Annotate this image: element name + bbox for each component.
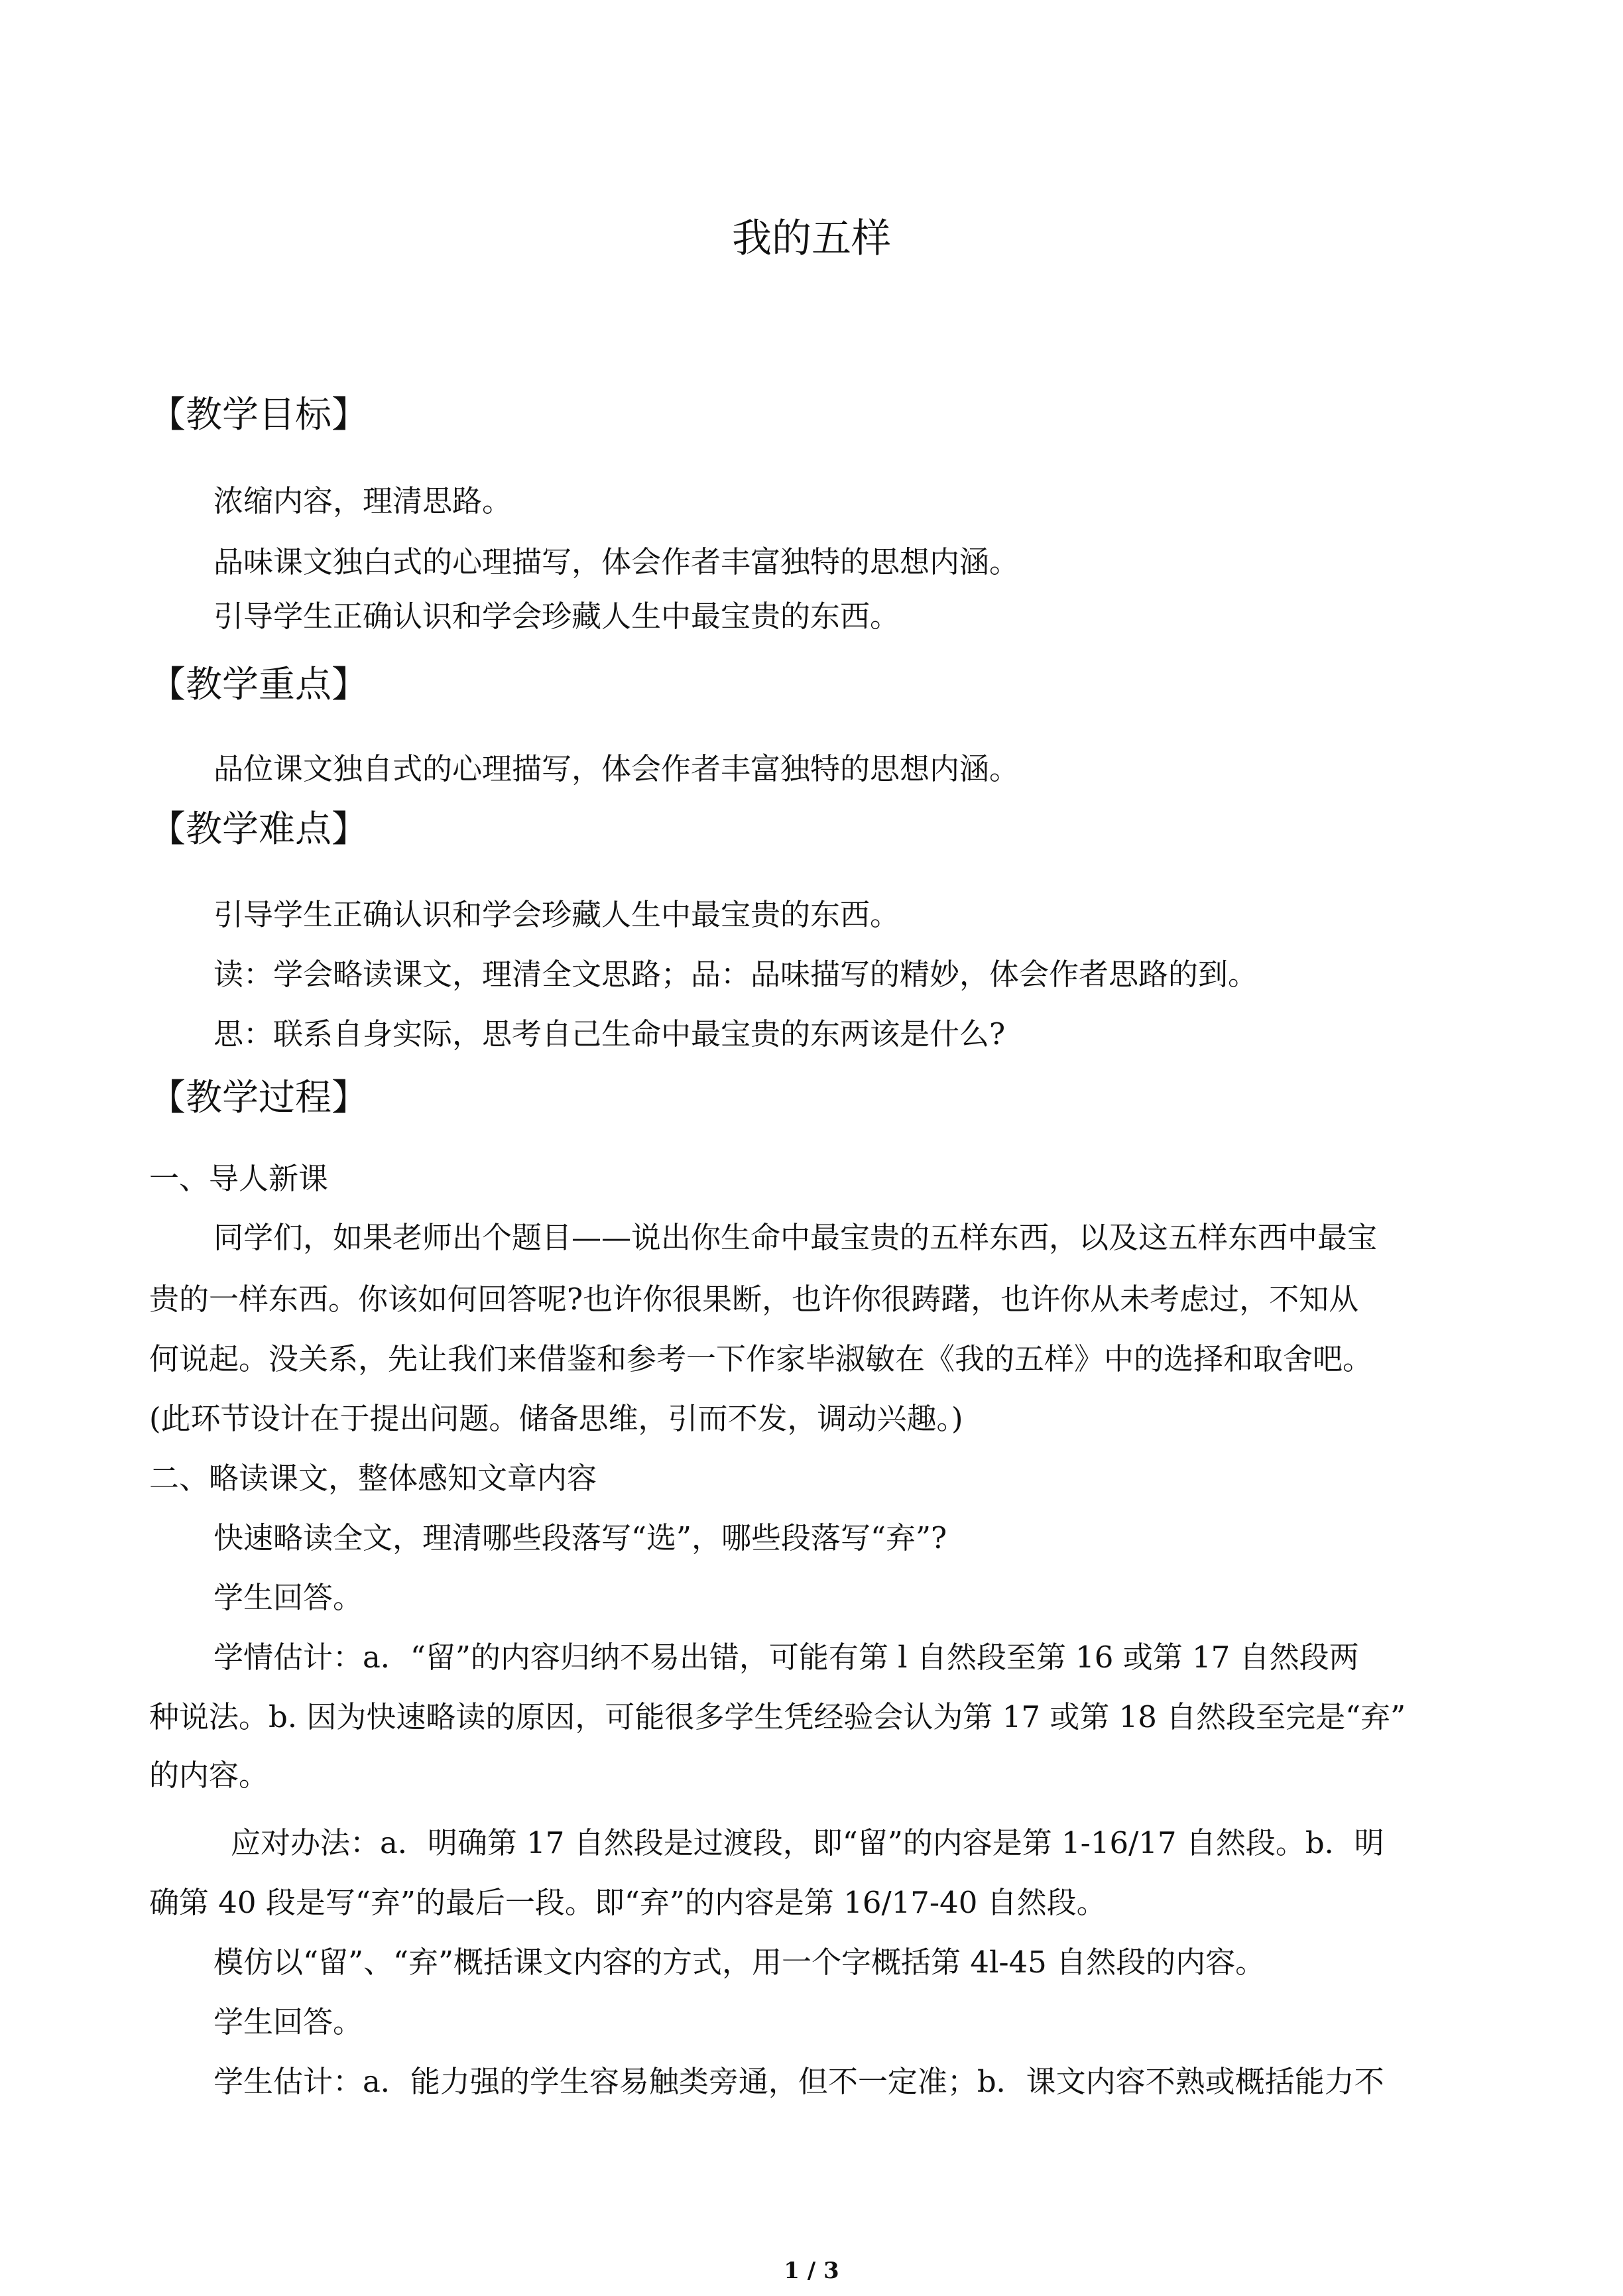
goal-line-2: 品味课文独白式的心理描写，体会作者丰富独特的思想内涵。 xyxy=(213,544,1020,579)
page-number: 1 / 3 xyxy=(784,2258,839,2284)
process-line: 确第 40 段是写“弃”的最后一段。即“弃”的内容是第 16/17-40 自然段。 xyxy=(149,1885,1107,1920)
heading-difficulties: 【教学难点】 xyxy=(149,808,369,850)
process-line: 学情估计：a．“留”的内容归纳不易出错，可能有第 l 自然段至第 16 或第 17 自然段两 xyxy=(213,1640,1359,1675)
difficulty-line-1: 引导学生正确认识和学会珍藏人生中最宝贵的东西。 xyxy=(213,897,900,932)
process-line: 模仿以“留”、“弃”概括课文内容的方式，用一个字概括第 4l-45 自然段的内容。 xyxy=(213,1945,1266,1980)
goal-line-3: 引导学生正确认识和学会珍藏人生中最宝贵的东西。 xyxy=(213,599,900,634)
process-line: 何说起。没关系，先让我们来借鉴和参考一下作家毕淑敏在《我的五样》中的选择和取舍吧。 xyxy=(149,1341,1373,1376)
process-line: 的内容。 xyxy=(149,1758,269,1793)
process-line: 学生回答。 xyxy=(213,2004,363,2039)
process-line: 二、略读课文，整体感知文章内容 xyxy=(149,1461,597,1496)
process-line: 学生回答。 xyxy=(213,1580,363,1615)
heading-process: 【教学过程】 xyxy=(149,1076,369,1118)
process-line: 应对办法：a．明确第 17 自然段是过渡段，即“留”的内容是第 1-16/17 自然段。b．明 xyxy=(231,1825,1384,1860)
process-line: 种说法。b. 因为快速略读的原因，可能很多学生凭经验会认为第 17 或第 18 自然段至完是“弃” xyxy=(149,1699,1406,1734)
process-line: 快速略读全文，理清哪些段落写“选”，哪些段落写“弃”? xyxy=(213,1520,947,1555)
goal-line-1: 浓缩内容，理清思路。 xyxy=(213,483,512,518)
heading-key-points: 【教学重点】 xyxy=(149,663,369,705)
process-line: (此环节设计在于提出问题。储备思维，引而不发，调动兴趣。) xyxy=(149,1401,963,1436)
process-line: 同学们，如果老师出个题目——说出你生命中最宝贵的五样东西，以及这五样东西中最宝 xyxy=(213,1220,1378,1255)
document-title: 我的五样 xyxy=(732,215,891,262)
difficulty-line-3: 思：联系自身实际，思考自己生命中最宝贵的东两该是什么? xyxy=(213,1016,1006,1052)
process-line: 贵的一样东西。你该如何回答呢?也许你很果断，也许你很踌躇，也许你从未考虑过，不知从 xyxy=(149,1282,1359,1317)
key-point-line-1: 品位课文独自式的心理描写，体会作者丰富独特的思想内涵。 xyxy=(213,751,1020,786)
heading-teaching-goals: 【教学目标】 xyxy=(149,393,369,436)
process-line: 学生估计：a．能力强的学生容易触类旁通，但不一定准；b．课文内容不熟或概括能力不 xyxy=(213,2064,1384,2099)
process-line: 一、导人新课 xyxy=(149,1161,329,1196)
difficulty-line-2: 读：学会略读课文，理清全文思路；品：品味描写的精妙，体会作者思路的到。 xyxy=(213,957,1258,992)
